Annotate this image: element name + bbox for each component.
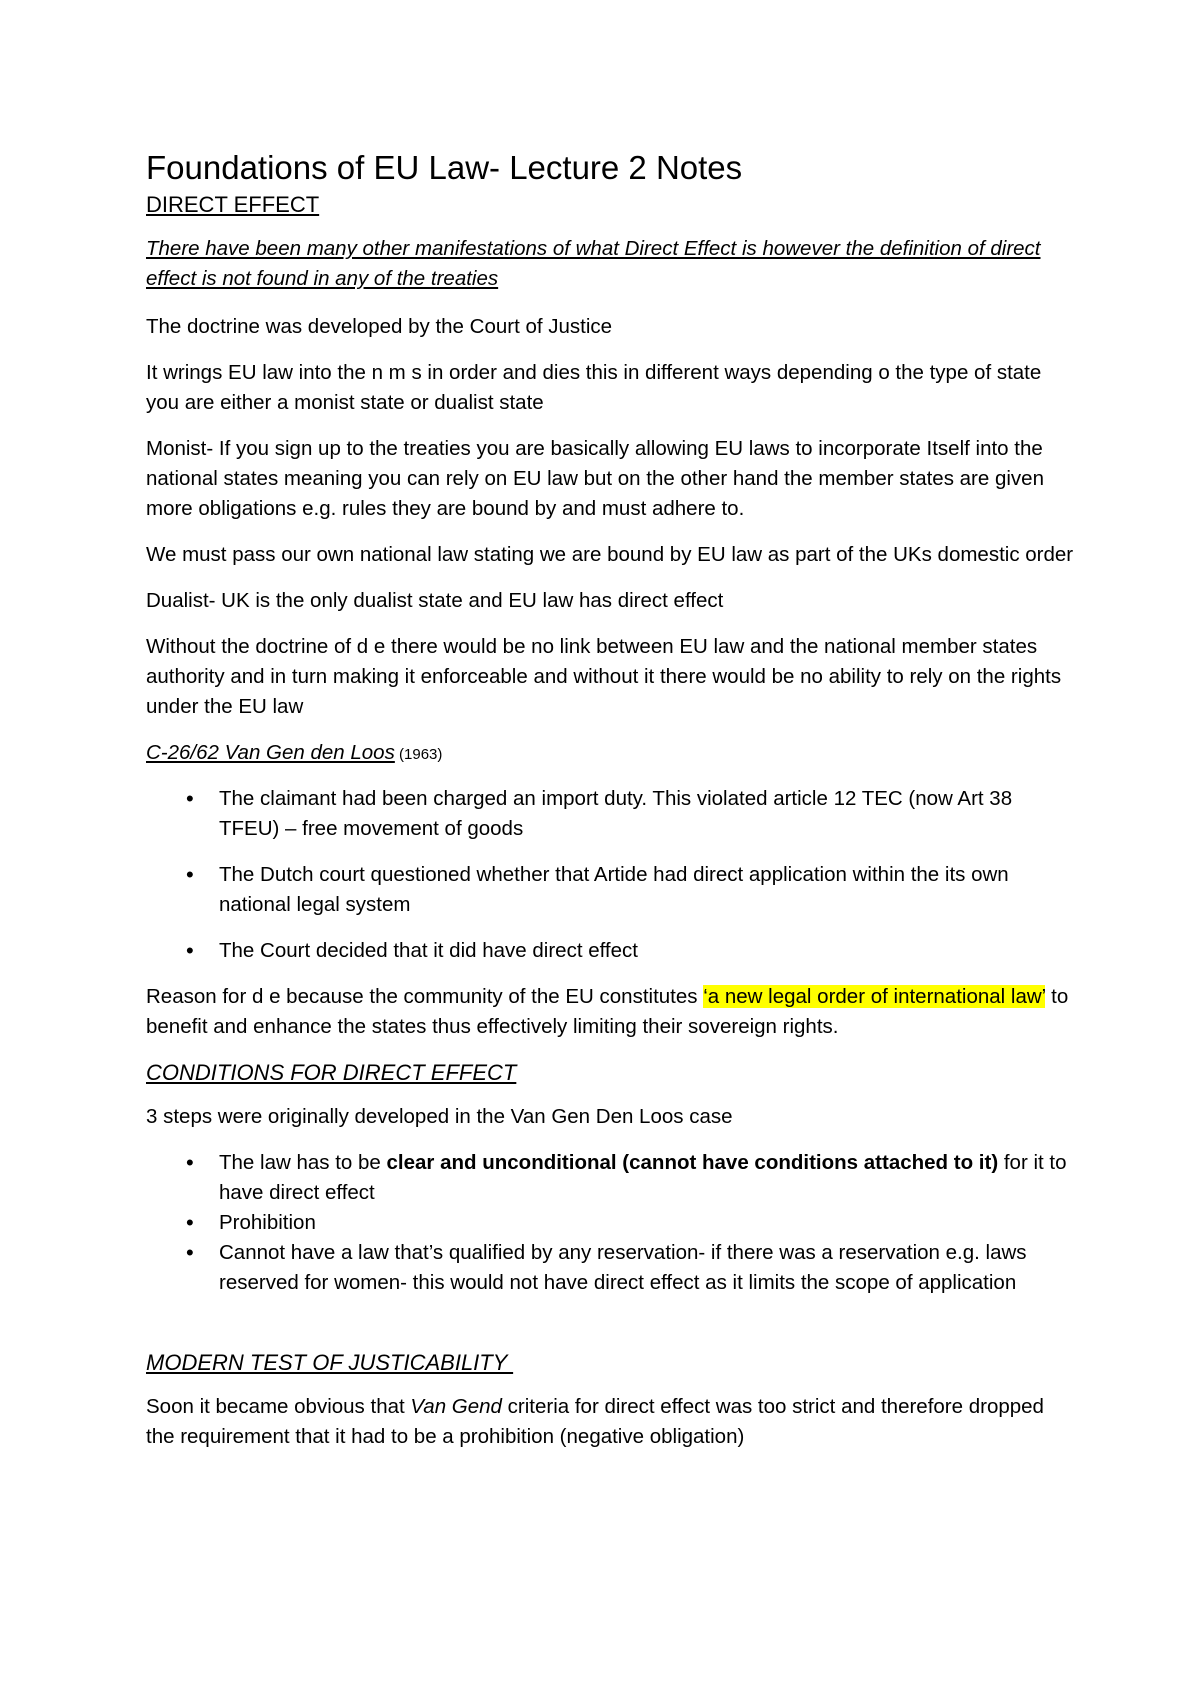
case-name: C-26/62 Van Gen den Loos xyxy=(146,741,395,764)
list-item: • Prohibition xyxy=(146,1208,1076,1238)
list-item: • The Dutch court questioned whether that Artide had direct application within the its own national legal system xyxy=(146,860,1076,920)
modern-case-name: Van Gend xyxy=(410,1395,502,1418)
paragraph-reason xyxy=(146,982,1076,1042)
modern-text-after: criteria for direct effect was too strict and therefore dropped the requirement that it had to be a prohibition (negative obligation) xyxy=(146,1395,1044,1448)
paragraph-modern xyxy=(146,1392,1076,1452)
document-body xyxy=(146,190,1076,1452)
list-item: • Cannot have a law that’s qualified by any reservation- if there was a reservation e.g. laws reserved for women- this would not have direct effect as it limits the scope of application xyxy=(146,1238,1076,1298)
paragraph-monist: Monist- If you sign up to the treaties you are basically allowing EU laws to incorporate Itself into the national states meaning you can rely on EU law but on the other hand the member states are given more obligations e.g. rules they are bound by and must adhere to. xyxy=(146,437,1044,520)
modern-text-before: Soon it became obvious that xyxy=(146,1395,411,1418)
paragraph-conditions-intro: 3 steps were originally developed in the Van Gen Den Loos case xyxy=(146,1105,733,1128)
case-citation xyxy=(146,738,1076,770)
conditions-bullet-list xyxy=(146,1148,1076,1298)
heading-conditions: CONDITIONS FOR DIRECT EFFECT xyxy=(146,1060,517,1085)
case-year: (1963) xyxy=(394,746,443,763)
paragraph-doctrine: The doctrine was developed by the Court of Justice xyxy=(146,315,613,338)
document-content xyxy=(146,148,1076,1468)
list-item: • The Court decided that it did have direct effect xyxy=(146,936,1076,966)
condition-1-before: The law has to be xyxy=(219,1151,387,1174)
list-item xyxy=(146,1148,1076,1208)
paragraph-national-law: We must pass our own national law stating we are bound by EU law as part of the UKs domestic order xyxy=(146,543,1074,566)
reason-text-before: Reason for d e because the community of the EU constitutes xyxy=(146,985,704,1008)
condition-1-bold: clear and unconditional (cannot have conditions attached to it) xyxy=(386,1151,999,1174)
heading-direct-effect: DIRECT EFFECT xyxy=(146,192,320,217)
condition-1-after: for it to have direct effect xyxy=(219,1151,1067,1204)
reason-text-after: to benefit and enhance the states thus effectively limiting their sovereign rights. xyxy=(146,985,1069,1038)
paragraph-wrings: It wrings EU law into the n m s in order and dies this in different ways depending o the type of state you are either a monist state or dualist state xyxy=(146,361,1042,414)
paragraph-dualist: Dualist- UK is the only dualist state and EU law has direct effect xyxy=(146,589,724,612)
paragraph-without-doctrine: Without the doctrine of d e there would be no link between EU law and the national member states authority and in turn making it enforceable and without it there would be no ability to rely on the rights under the EU law xyxy=(146,635,1062,718)
case-bullet-list xyxy=(146,784,1076,966)
highlighted-quote: ‘a new legal order of international law’ xyxy=(703,985,1046,1008)
document-title: Foundations of EU Law- Lecture 2 Notes xyxy=(146,149,743,186)
intro-paragraph: There have been many other manifestations of what Direct Effect is however the definition of direct effect is not found in any of the treaties xyxy=(146,237,1041,290)
list-item: • The claimant had been charged an import duty. This violated article 12 TEC (now Art 38 TFEU) – free movement of goods xyxy=(146,784,1076,844)
heading-modern-test: MODERN TEST OF JUSTICABILITY xyxy=(146,1350,514,1375)
